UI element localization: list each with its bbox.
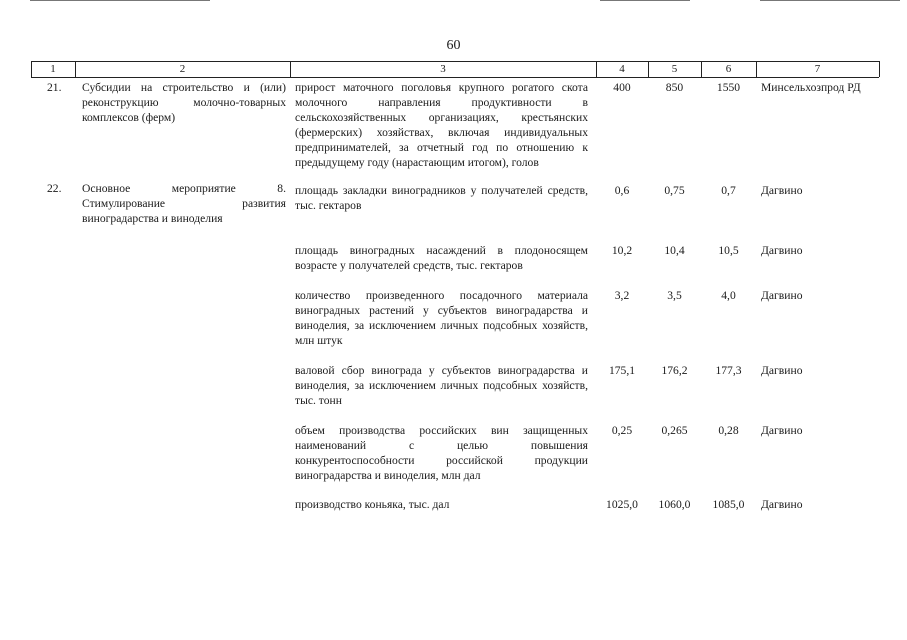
indicator-name: объем производства российских вин защищенных наименований с целью повышения конкурентоспособности российской продукции виноградарства и виноделия, млн дал: [295, 424, 588, 482]
executor: Дагвино: [761, 424, 803, 437]
header-col-6: 6: [725, 63, 732, 75]
value-col-5: 3,5: [667, 289, 682, 302]
executor: Дагвино: [761, 364, 803, 377]
scan-mark: [760, 0, 900, 1]
value-col-6: 10,5: [718, 244, 739, 257]
value-col-5: 0,265: [661, 424, 688, 437]
header-bottom-rule: [31, 77, 879, 78]
row-number: 22.: [47, 182, 62, 195]
indicator-name: прирост маточного поголовья крупного рогатого скота молочного направления продуктивности в сельскохозяйственных организациях, крестьянских (фермерских) хозяйствах, включая индивидуальных предпринимателей, за отчетный год по отношению к предыдущему году (нарастающим итогом), голов: [295, 81, 588, 169]
executor: Минсельхозпрод РД: [761, 81, 861, 94]
scan-edge: [0, 0, 907, 2]
value-col-5: 0,75: [664, 184, 685, 197]
scan-mark: [30, 0, 210, 1]
value-col-5: 850: [665, 81, 684, 94]
indicator-name: площадь виноградных насаждений в плодоносящем возрасте у получателей средств, тыс. гектаров: [295, 244, 588, 272]
event-name: Субсидии на строительство и (или) реконструкцию молочно-товарных комплексов (ферм): [82, 81, 286, 124]
value-col-6: 1085,0: [712, 498, 745, 511]
value-col-5: 10,4: [664, 244, 685, 257]
value-col-4: 10,2: [611, 244, 633, 257]
executor: Дагвино: [761, 498, 803, 511]
executor: Дагвино: [761, 289, 803, 302]
header-col-2: 2: [179, 63, 186, 75]
value-col-4: 0,6: [614, 184, 630, 197]
col-divider: [879, 61, 880, 77]
header-col-4: 4: [619, 63, 625, 75]
event-name: Основное мероприятие 8. Стимулирование развития виноградарства и виноделия: [82, 182, 286, 225]
value-col-6: 177,3: [715, 364, 742, 377]
scan-mark: [600, 0, 690, 1]
header-col-5: 5: [671, 63, 678, 75]
row-number: 21.: [47, 81, 62, 94]
value-col-6: 1550: [716, 81, 741, 94]
value-col-4: 400: [613, 81, 631, 94]
value-col-5: 1060,0: [658, 498, 691, 511]
header-col-1: 1: [50, 63, 56, 75]
value-col-4: 1025,0: [606, 498, 638, 511]
value-col-4: 3,2: [614, 289, 630, 302]
page-number: 60: [446, 38, 461, 53]
value-col-6: 4,0: [721, 289, 736, 302]
indicator-name: производство коньяка, тыс. дал: [295, 498, 450, 511]
executor: Дагвино: [761, 244, 803, 257]
header-col-3: 3: [440, 63, 446, 75]
indicator-name: количество произведенного посадочного материала виноградных растений у субъектов виноградарства и виноделия, за исключением личных подсобных хозяйств, млн штук: [295, 289, 588, 347]
value-col-4: 0,25: [611, 424, 633, 437]
indicator-name: площадь закладки виноградников у получателей средств, тыс. гектаров: [295, 184, 588, 212]
indicator-name: валовой сбор винограда у субъектов виноградарства и виноделия, за исключением личных подсобных хозяйств, тыс. тонн: [295, 364, 588, 407]
header-col-7: 7: [814, 63, 821, 75]
executor: Дагвино: [761, 184, 803, 197]
value-col-5: 176,2: [661, 364, 688, 377]
value-col-6: 0,28: [718, 424, 739, 437]
value-col-4: 175,1: [608, 364, 636, 377]
value-col-6: 0,7: [721, 184, 736, 197]
